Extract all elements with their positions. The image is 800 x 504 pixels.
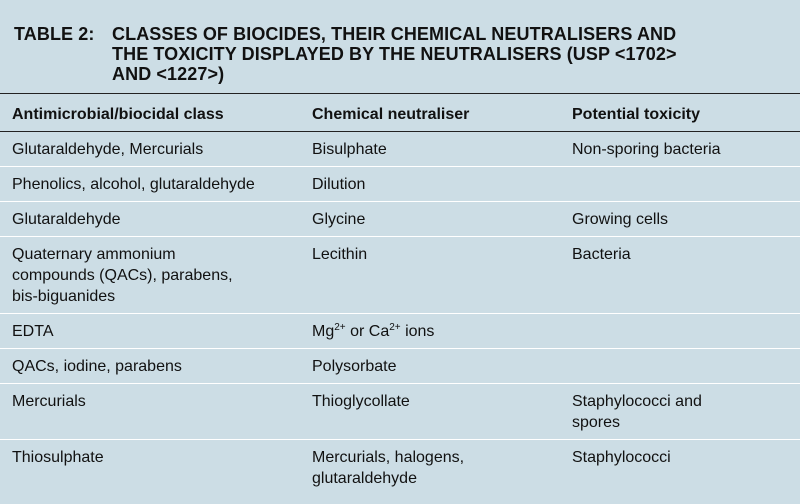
- cell-neutraliser: Dilution: [300, 167, 560, 202]
- cell-neutraliser: Mercurials, halogens, glutaraldehyde: [300, 440, 560, 496]
- cell-toxicity: Growing cells: [560, 202, 800, 237]
- cell-neutraliser: Polysorbate: [300, 349, 560, 384]
- table-title: [14, 24, 784, 84]
- table-row: [0, 314, 800, 349]
- cell-class: Quaternary ammonium compounds (QACs), parabens, bis-biguanides: [0, 237, 300, 314]
- table-number: TABLE 2:: [14, 24, 95, 44]
- cell-toxicity: [560, 314, 800, 349]
- header-chemical-neutraliser: Chemical neutraliser: [300, 94, 560, 132]
- table-row: [0, 132, 800, 167]
- cell-class: Phenolics, alcohol, glutaraldehyde: [0, 167, 300, 202]
- title-line-2: THE TOXICITY DISPLAYED BY THE NEUTRALISERS (USP <1702>: [112, 44, 677, 64]
- cell-class: Mercurials: [0, 384, 300, 440]
- table-row: [0, 237, 800, 314]
- cell-toxicity: Staphylococci and spores: [560, 384, 800, 440]
- cell-class: Thiosulphate: [0, 440, 300, 496]
- cell-neutraliser: $Mg^{2+}$ or $Ca^{2+}$ ions: [300, 314, 560, 349]
- cell-toxicity: [560, 349, 800, 384]
- cell-toxicity: Staphylococci: [560, 440, 800, 496]
- header-potential-toxicity: Potential toxicity: [560, 94, 800, 132]
- cell-class: Glutaraldehyde, Mercurials: [0, 132, 300, 167]
- cell-toxicity: Non-sporing bacteria: [560, 132, 800, 167]
- table-row: [0, 384, 800, 440]
- table-row: [0, 440, 800, 496]
- table-row: [0, 349, 800, 384]
- cell-class: EDTA: [0, 314, 300, 349]
- table-header-row: [0, 94, 800, 132]
- cell-class: Glutaraldehyde: [0, 202, 300, 237]
- header-biocidal-class: Antimicrobial/biocidal class: [0, 94, 300, 132]
- cell-neutraliser: Thioglycollate: [300, 384, 560, 440]
- cell-neutraliser: Bisulphate: [300, 132, 560, 167]
- cell-class: QACs, iodine, parabens: [0, 349, 300, 384]
- biocide-table: [0, 93, 800, 495]
- cell-neutraliser: Glycine: [300, 202, 560, 237]
- title-line-1: CLASSES OF BIOCIDES, THEIR CHEMICAL NEUTRALISERS AND: [112, 24, 677, 44]
- title-line-3: AND <1227>): [112, 64, 225, 84]
- cell-neutraliser: Lecithin: [300, 237, 560, 314]
- cell-toxicity: [560, 167, 800, 202]
- cell-toxicity: Bacteria: [560, 237, 800, 314]
- table-row: [0, 167, 800, 202]
- table-row: [0, 202, 800, 237]
